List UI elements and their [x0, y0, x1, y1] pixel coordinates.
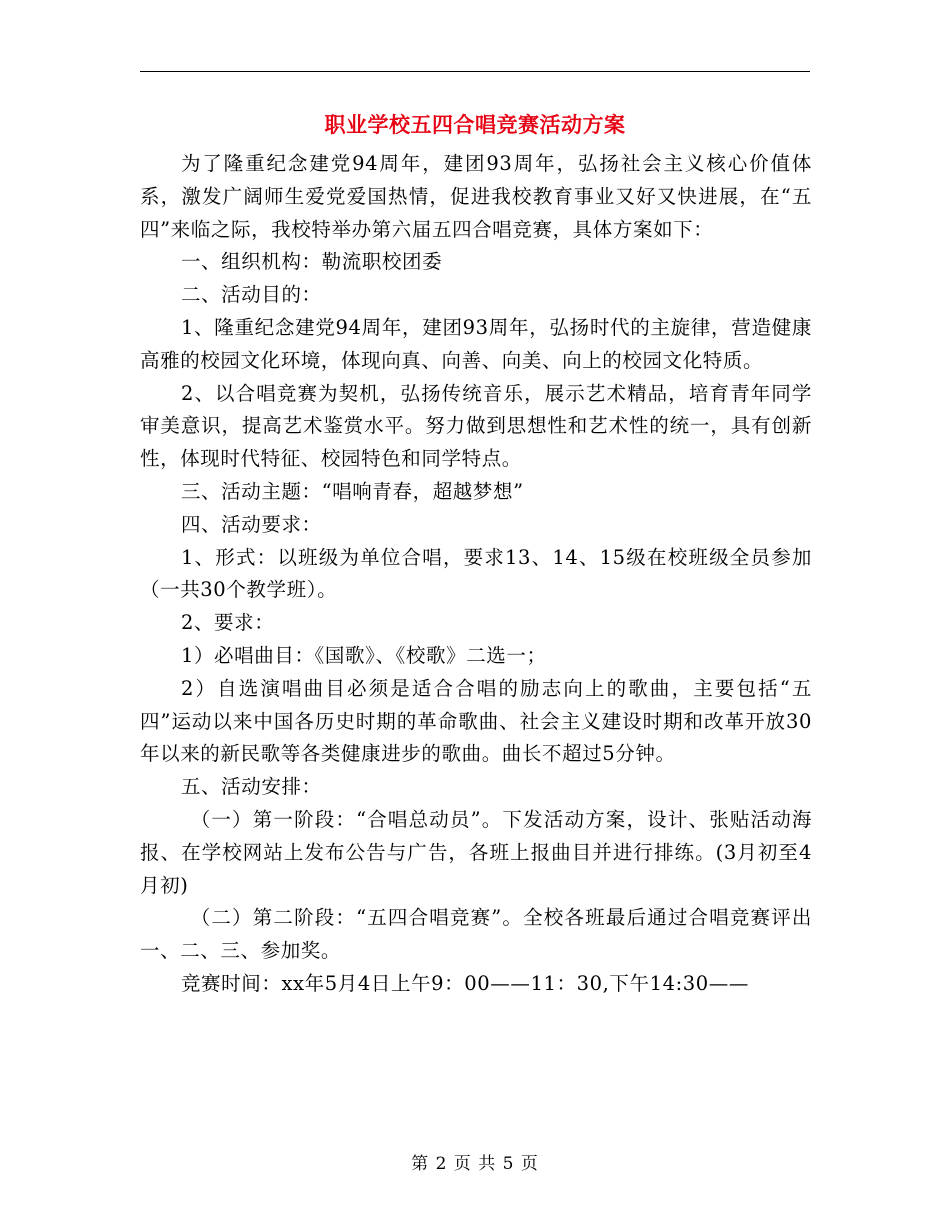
heading-purpose: 二、活动目的：: [180, 283, 322, 307]
heading-schedule: 五、活动安排：: [180, 775, 322, 799]
paragraph-intro: 为了隆重纪念建党94周年，建团93周年，弘扬社会主义核心价值体系，激发广阔师生爱党爱国热情，促进我校教育事业又好又快进展，在“五四”来临之际，我校特举办第六届五四合唱竞赛，具体方案如下：: [140, 152, 812, 241]
paragraph-purpose-1: 1、隆重纪念建党94周年，建团93周年，弘扬时代的主旋律，营造健康高雅的校园文化环境，体现向真、向善、向美、向上的校园文化特质。: [140, 315, 812, 372]
paragraph-competition-time: 竞赛时间：xx年5月4日上午9：00——11：30,下午14:30——: [180, 971, 749, 995]
paragraph-organization: 一、组织机构：勒流职校团委: [180, 250, 443, 274]
paragraph-purpose-2: 2、以合唱竞赛为契机，弘扬传统音乐，展示艺术精品，培育青年同学审美意识，提高艺术鉴赏水平。努力做到思想性和艺术性的统一，具有创新性，体现时代特征、校园特色和同学特点。: [140, 381, 812, 471]
document-body: [140, 148, 812, 1001]
page-number: 第 2 页 共 5 页: [411, 1154, 539, 1174]
header-rule: [140, 71, 810, 72]
heading-requirement-2: 2、要求：: [180, 611, 275, 635]
paragraph-theme: 三、活动主题：“唱响青春，超越梦想”: [180, 479, 524, 503]
paragraph-stage-1: （一）第一阶段：“合唱总动员”。下发活动方案，设计、张贴活动海报、在学校网站上发布公告与广告，各班上报曲目并进行排练。(3月初至4月初): [140, 807, 812, 897]
heading-requirements: 四、活动要求：: [180, 512, 322, 536]
paragraph-required-song: 1）必唱曲目：《国歌》、《校歌》二选一；: [180, 643, 547, 667]
paragraph-optional-song: 2）自选演唱曲目必须是适合合唱的励志向上的歌曲，主要包括“五四”运动以来中国各历史时期的革命歌曲、社会主义建设时期和改革开放30年以来的新民歌等各类健康进步的歌曲。曲长不超过5分钟。: [140, 676, 812, 766]
paragraph-requirement-form: 1、形式：以班级为单位合唱，要求13、14、15级在校班级全员参加（一共30个教学班）。: [140, 545, 812, 602]
paragraph-stage-2: （二）第二阶段：“五四合唱竞赛”。全校各班最后通过合唱竞赛评出一、二、三、参加奖。: [140, 906, 812, 963]
document-title: 职业学校五四合唱竞赛活动方案: [324, 112, 626, 137]
